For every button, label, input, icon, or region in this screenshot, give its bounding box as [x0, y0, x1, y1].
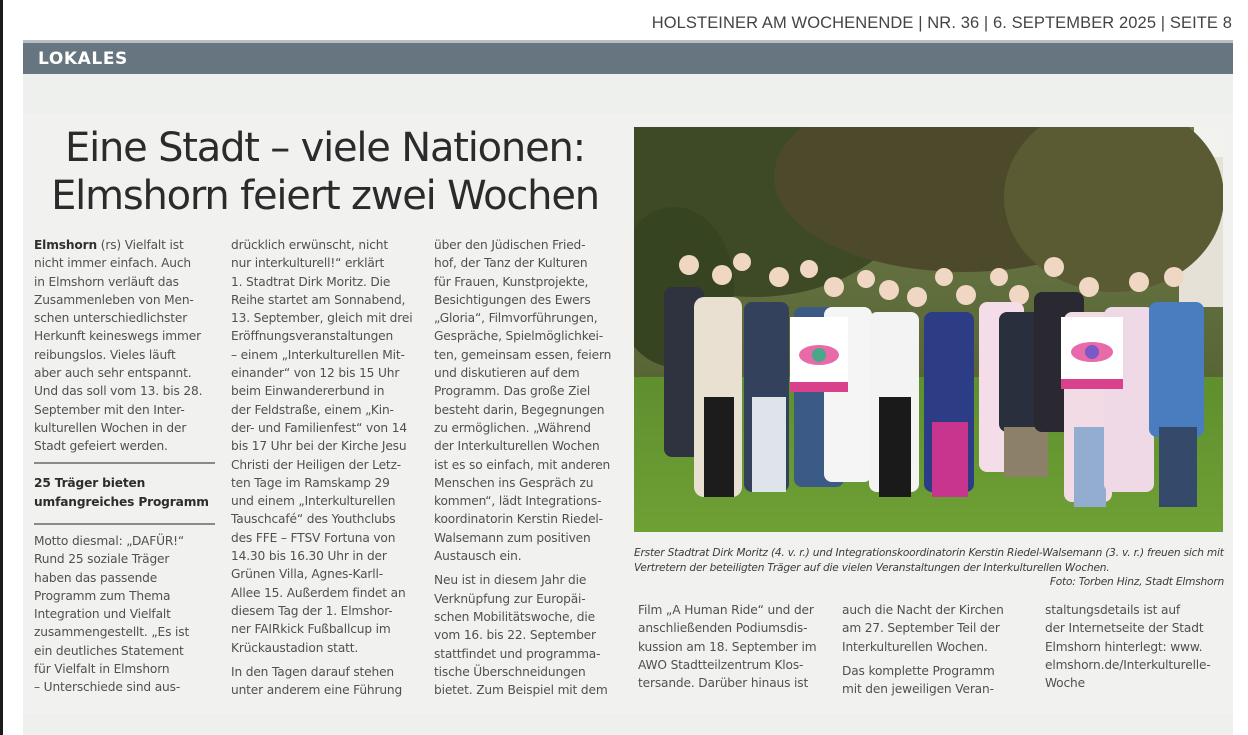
column-2: [231, 236, 426, 699]
caption-text: Erster Stadtrat Dirk Moritz (4. v. r.) und Integrationskoordinatorin Kerstin Riedel-Walsemann (3. v. r.) freuen sich mit Vertretern der beteiligten Träger auf die vielen Veranstaltungen der Interkulturellen Wochen.: [634, 547, 1224, 574]
paragraph: Neu ist in diesem Jahr die Verknüpfung zur Europäi- schen Mobilitätswoche, die vom 16. bis 22. September stattfindet und programma- tische Überschneidungen bietet. Zum Beispiel mit dem: [434, 573, 608, 698]
group-photo-illustration: [634, 127, 1223, 532]
section-label: LOKALES: [38, 49, 128, 69]
paragraph: staltungsdetails ist auf der Internetseite der Stadt Elmshorn hinterlegt: www. elmshorn.de/Interkulturelle- Woche: [1045, 603, 1211, 691]
photo-credit: Foto: Torben Hinz, Stadt Elmshorn: [1049, 576, 1224, 588]
group-photo: [634, 127, 1223, 532]
section-bar: [23, 43, 1233, 74]
paragraph: Film „A Human Ride“ und der anschließenden Podiumsdis- kussion am 18. September im AWO Stadtteilzentrum Klos- tersande. Darüber hinaus ist: [638, 603, 817, 691]
photo-caption: [634, 546, 1224, 590]
dateline: Elmshorn: [34, 238, 97, 252]
headline-line-2: Elmshorn feiert zwei Wochen: [51, 173, 599, 219]
column-6: [1045, 601, 1235, 692]
paragraph: drücklich erwünscht, nicht nur interkulturell!“ erklärt 1. Stadtrat Dirk Moritz. Die Reihe startet am Sonnabend, 13. September, gleich mit drei Eröffnungsveranstaltungen – einem „Interkulturellen Mit- einander“ von 12 bis 15 Uhr beim Einwandererbund in der Feldstraße, einem „Kin- der- und Familienfest“ von 14 bis 17 Uhr bei der Kirche Jesu Christi der Heiligen der Letz- ten Tage im Ramskamp 29 und einem „Interkulturellen Tauschcafé“ des Youthclubs des FFE – FTSV Fortuna von 14.30 bis 16.30 Uhr in der Grünen Villa, Agnes-Karll- Allee 15. Außerdem findet an diesem Tag der 1. Elmshor- ner FAIRkick Fußballcup im Krückaustadion statt.: [231, 238, 413, 655]
poster-right: [1061, 317, 1123, 389]
column-3: [434, 236, 626, 699]
paragraph: In den Tagen darauf stehen unter anderem eine Führung: [231, 664, 403, 698]
subheading-rule-bottom: [34, 523, 215, 525]
paragraph: auch die Nacht der Kirchen am 27. September Teil der Interkulturellen Wochen.: [842, 603, 1004, 654]
subheading-rule-top: [34, 462, 215, 464]
headline-line-1: Eine Stadt – viele Nationen:: [65, 125, 585, 171]
column-4: [638, 601, 830, 692]
paragraph: über den Jüdischen Fried- hof, der Tanz der Kulturen für Frauen, Kunstprojekte, Besichtigungen des Ewers „Gloria“, Filmvorführungen, Gespräche, Spielmöglichkei- ten, gemeinsam essen, feiern und diskutieren auf dem Programm. Das große Ziel besteht darin, Begegnungen zu ermöglichen. „Während der Interkulturellen Wochen ist es so einfach, mit anderen Menschen ins Gespräch zu kommen“, lädt Integrations- koordinatorin Kerstin Riedel- Walsemann zum positiven Austausch ein.: [434, 238, 612, 564]
intro-text: (rs) Vielfalt ist nicht immer einfach. Auch in Elmshorn verläuft das Zusammenleben von Men- schen unterschiedlichster Herkunft keineswegs immer reibungslos. Vieles läuft aber auch sehr entspannt. Und das soll vom 13. bis 28. September mit den Inter- kulturellen Wochen in der Stadt gefeiert werden.: [34, 238, 203, 454]
subheading: 25 Träger bieten umfangreiches Programm: [34, 476, 209, 509]
paragraph: Das komplette Programm mit den jeweiligen Veran-: [842, 663, 995, 697]
headline: [25, 124, 625, 220]
page-edge-shadow: [0, 0, 3, 735]
intro-paragraph: [34, 236, 224, 456]
column-1-intro: [34, 236, 224, 456]
column-1-body: [34, 532, 224, 697]
column-5: [842, 601, 1034, 698]
masthead: HOLSTEINER AM WOCHENENDE | NR. 36 | 6. SEPTEMBER 2025 | SEITE 8: [651, 14, 1232, 32]
poster-left: [790, 317, 848, 392]
paragraph: Motto diesmal: „DAFÜR!“ Rund 25 soziale Träger haben das passende Programm zum Thema Integration und Vielfalt zusammengestellt. „Es ist ein deutliches Statement für Vielfalt in Elmshorn – Unterschiede sind aus-: [34, 534, 190, 695]
